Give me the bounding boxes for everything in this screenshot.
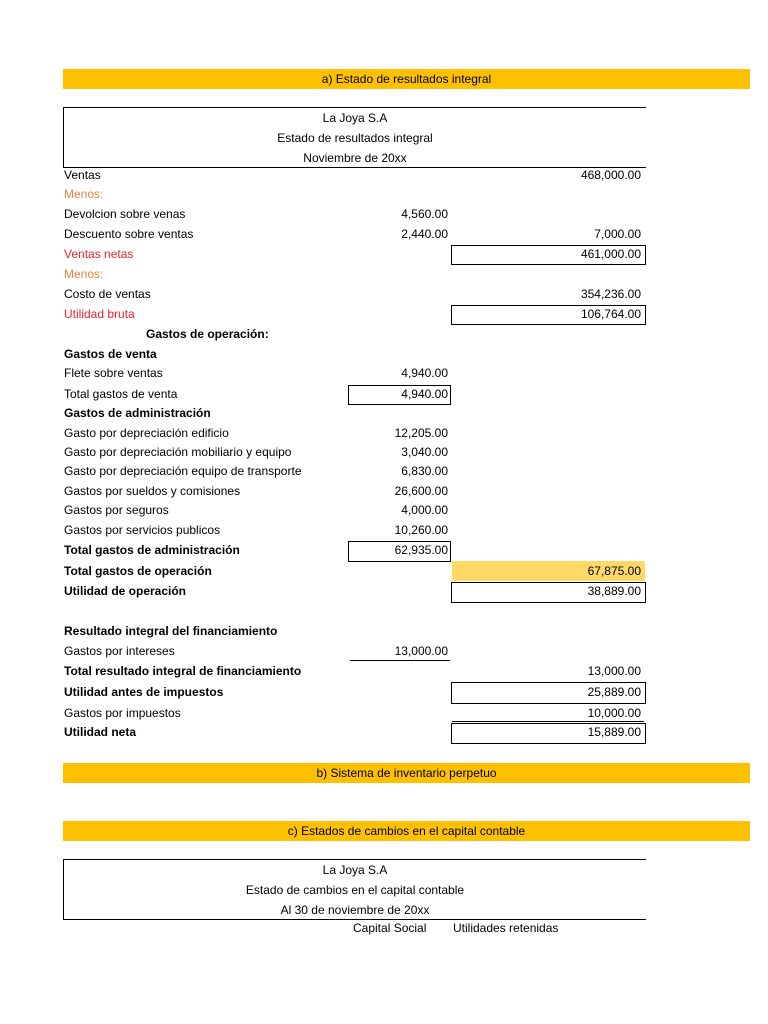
row-label-menos: Menos: bbox=[64, 187, 104, 201]
row-value-flete: 4,940.00 bbox=[401, 366, 448, 380]
company-name: La Joya S.A bbox=[322, 111, 388, 125]
row-value-dep-edificio: 12,205.00 bbox=[394, 426, 448, 440]
row-label-dep-edificio: Gasto por depreciación edificio bbox=[64, 426, 229, 440]
row-label-dep-mobiliario: Gasto por depreciación mobiliario y equipo bbox=[64, 445, 292, 459]
statement-title-c: Estado de cambios en el capital contable bbox=[245, 883, 465, 897]
row-value-utilidad-bruta: 106,764.00 bbox=[580, 307, 641, 321]
row-value-total-gastos-venta: 4,940.00 bbox=[401, 387, 448, 401]
statement-period-c: Al 30 de noviembre de 20xx bbox=[280, 903, 430, 917]
row-value-dep-mobiliario: 3,040.00 bbox=[401, 445, 448, 459]
row-value-servicios: 10,260.00 bbox=[394, 523, 448, 537]
row-label-total-operacion: Total gastos de operación bbox=[64, 564, 212, 578]
row-label-menos-2: Menos: bbox=[64, 267, 104, 281]
row-label-seguros: Gastos por seguros bbox=[64, 503, 169, 517]
row-total-descuentos: 7,000.00 bbox=[594, 227, 641, 241]
row-value-sueldos: 26,600.00 bbox=[394, 484, 448, 498]
row-label-servicios: Gastos por servicios publicos bbox=[64, 523, 221, 537]
equity-statement-header bbox=[63, 859, 646, 920]
statement-title: Estado de resultados integral bbox=[277, 131, 433, 145]
row-value-total-admin: 62,935.00 bbox=[394, 543, 448, 557]
section-a-band: a) Estado de resultados integral bbox=[63, 69, 750, 89]
row-label-dep-transporte: Gasto por depreciación equipo de transporte bbox=[64, 464, 302, 478]
row-label-intereses: Gastos por intereses bbox=[64, 644, 175, 658]
row-label-antes-impuestos: Utilidad antes de impuestos bbox=[64, 685, 224, 699]
row-value-utilidad-neta: 15,889.00 bbox=[587, 725, 641, 739]
section-b-band: b) Sistema de inventario perpetuo bbox=[63, 763, 750, 783]
row-value-ventas: 468,000.00 bbox=[580, 168, 641, 182]
row-label-ventas: Ventas bbox=[64, 168, 101, 182]
row-label-utilidad-neta: Utilidad neta bbox=[64, 725, 137, 739]
row-label-total-admin: Total gastos de administración bbox=[64, 543, 240, 557]
row-label-gastos-admin: Gastos de administración bbox=[64, 406, 211, 420]
row-value-costo-ventas: 354,236.00 bbox=[580, 287, 641, 301]
statement-period: Noviembre de 20xx bbox=[303, 151, 407, 165]
row-label-devoluciones: Devolcion sobre venas bbox=[64, 207, 186, 221]
row-value-devoluciones: 4,560.00 bbox=[401, 207, 448, 221]
row-label-gastos-venta: Gastos de venta bbox=[64, 347, 157, 361]
row-label-sueldos: Gastos por sueldos y comisiones bbox=[64, 484, 241, 498]
row-value-total-rif: 13,000.00 bbox=[587, 664, 641, 678]
row-label-descuentos: Descuento sobre ventas bbox=[64, 227, 194, 241]
company-name-c: La Joya S.A bbox=[322, 863, 388, 877]
row-label-total-rif: Total resultado integral de financiamiento bbox=[64, 664, 302, 678]
row-label-total-gastos-venta: Total gastos de venta bbox=[64, 387, 178, 401]
row-value-seguros: 4,000.00 bbox=[401, 503, 448, 517]
row-value-total-operacion: 67,875.00 bbox=[587, 564, 641, 578]
row-label-utilidad-bruta: Utilidad bruta bbox=[64, 307, 135, 321]
interest-underline bbox=[350, 660, 450, 661]
section-c-band: c) Estados de cambios en el capital contable bbox=[63, 821, 750, 841]
column-utilidades-retenidas: Utilidades retenidas bbox=[453, 921, 559, 935]
row-value-utilidad-operacion: 38,889.00 bbox=[587, 584, 641, 598]
row-label-ventas-netas: Ventas netas bbox=[64, 247, 134, 261]
row-value-antes-impuestos: 25,889.00 bbox=[587, 685, 641, 699]
column-capital-social: Capital Social bbox=[353, 921, 427, 935]
row-label-costo-ventas: Costo de ventas bbox=[64, 287, 151, 301]
row-label-flete: Flete sobre ventas bbox=[64, 366, 163, 380]
row-value-impuestos: 10,000.00 bbox=[587, 706, 641, 720]
row-label-impuestos: Gastos por impuestos bbox=[64, 706, 181, 720]
taxes-underline bbox=[452, 721, 644, 722]
row-value-intereses: 13,000.00 bbox=[394, 644, 448, 658]
row-label-gastos-operacion: Gastos de operación: bbox=[146, 327, 269, 341]
row-value-ventas-netas: 461,000.00 bbox=[580, 247, 641, 261]
row-value-dep-transporte: 6,830.00 bbox=[401, 464, 448, 478]
row-value-descuentos: 2,440.00 bbox=[401, 227, 448, 241]
row-label-utilidad-operacion: Utilidad de operación bbox=[64, 584, 187, 598]
row-label-rif: Resultado integral del financiamiento bbox=[64, 624, 278, 638]
income-statement-header bbox=[63, 107, 646, 168]
